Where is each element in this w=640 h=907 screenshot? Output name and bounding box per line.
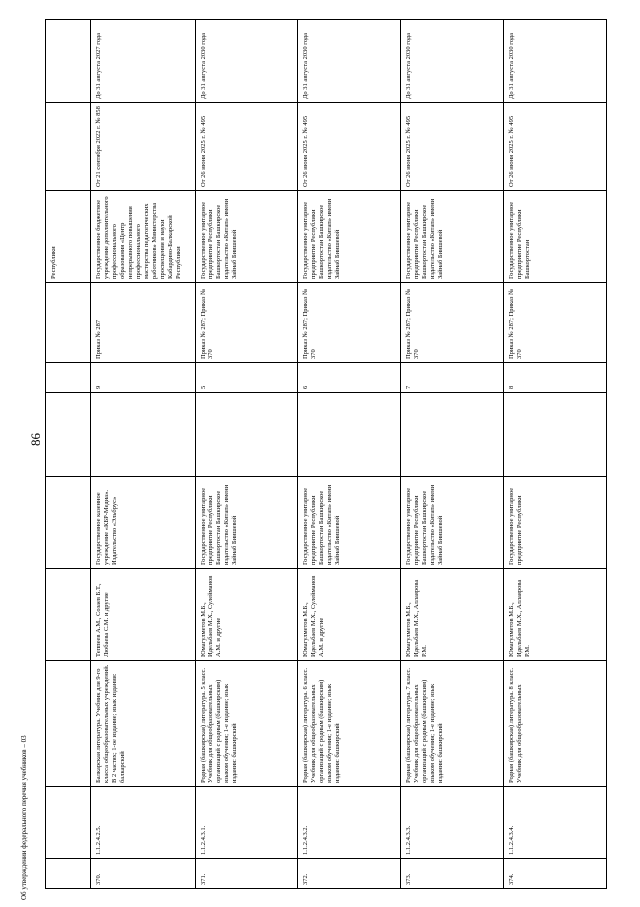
cell-num: 373.: [401, 859, 504, 889]
cell-seq: 9: [91, 363, 195, 393]
cell-seq: 6: [298, 363, 401, 393]
head-cell-region: Республики: [46, 191, 91, 283]
cell-empty: [298, 393, 401, 477]
cell-valid-until: До 31 августа 2027 года: [91, 20, 195, 103]
cell-order: Приказ № 287; Приказ № 370: [195, 283, 298, 363]
cell-exam-date: От 26 июня 2025 г. № 495: [298, 103, 401, 191]
textbook-list-table: [45, 19, 607, 889]
cell-developer: Государственное унитарное предприятие Республики Башкортостан: [504, 191, 607, 283]
cell-code: 1.1.2.4.3.4.: [504, 787, 607, 859]
cell-authors: Юмагулметов М.Б., Идельбаев М.Х., Сулейманов А.М. и другие: [298, 569, 401, 661]
cell-publisher: Государственное унитарное предприятие Республики Башкортостан Башкирское издательство «Китап» имени Зайнаб Биишевой: [401, 477, 504, 569]
cell-order: Приказ № 287; Приказ № 370: [401, 283, 504, 363]
cell-title: Родная (башкирская) литература. 5 класс. Учебник для общеобразовательных организаций с родным (башкирским) языком обучения; 1-е издание; язык издания: башкирский: [195, 661, 298, 787]
table-row: [91, 20, 195, 889]
cell-empty: [91, 393, 195, 477]
cell-publisher: Государственное казенное учреждение «КБР-Медиа». Издательство «Эльбрус»: [91, 477, 195, 569]
head-cell-num: [46, 859, 91, 889]
cell-num: 374.: [504, 859, 607, 889]
table-row: [504, 20, 607, 889]
cell-exam-date: От 26 июня 2025 г. № 495: [401, 103, 504, 191]
page-number: 86: [28, 433, 43, 446]
cell-num: 371.: [195, 859, 298, 889]
head-cell-publisher: [46, 477, 91, 569]
cell-title: Родная (башкирская) литература. 8 класс. Учебник для общеобразовательных: [504, 661, 607, 787]
head-cell-code: [46, 787, 91, 859]
cell-developer: Государственное бюджетное учреждение дополнительного профессионального образования «Центр непрерывного повышения профессионального мастерства педагогических работников» Министерства просвещения и науки Кабардино-Балкарской Республики: [91, 191, 195, 283]
cell-valid-until: До 31 августа 2030 года: [401, 20, 504, 103]
cell-exam-date: От 26 июня 2025 г. № 495: [504, 103, 607, 191]
head-cell-a: [46, 393, 91, 477]
cell-title: Родная (башкирская) литература. 6 класс. Учебник для общеобразовательных организаций с родным (башкирским) языком обучения; 1-е издание; язык издания: башкирский: [298, 661, 401, 787]
table-row: [298, 20, 401, 889]
cell-code: 1.1.2.4.2.5.: [91, 787, 195, 859]
cell-publisher: Государственное унитарное предприятие Республики: [504, 477, 607, 569]
cell-seq: 5: [195, 363, 298, 393]
head-cell-exam: [46, 103, 91, 191]
cell-order: Приказ № 287: [91, 283, 195, 363]
cell-developer: Государственное унитарное предприятие Республики Башкортостан Башкирское издательство «Китап» имени Зайнаб Биишевой: [401, 191, 504, 283]
cell-code: 1.1.2.4.3.2.: [298, 787, 401, 859]
document-footer: Об утверждении федерального перечня учебников – 03: [20, 735, 28, 900]
head-cell-title: [46, 661, 91, 787]
cell-developer: Государственное унитарное предприятие Республики Башкортостан Башкирское издательство «Китап» имени Зайнаб Биишевой: [298, 191, 401, 283]
head-cell-authors: [46, 569, 91, 661]
table-row-continuation: [46, 20, 91, 889]
cell-developer: Государственное унитарное предприятие Республики Башкортостан Башкирское издательство «Китап» имени Зайнаб Биишевой: [195, 191, 298, 283]
table-row: [195, 20, 298, 889]
cell-publisher: Государственное унитарное предприятие Республики Башкортостан Башкирское издательство «Китап» имени Зайнаб Биишевой: [298, 477, 401, 569]
cell-exam-date: От 26 июня 2025 г. № 495: [195, 103, 298, 191]
cell-empty: [504, 393, 607, 477]
cell-valid-until: До 31 августа 2030 года: [195, 20, 298, 103]
cell-code: 1.1.2.4.3.1.: [195, 787, 298, 859]
cell-seq: 8: [504, 363, 607, 393]
cell-authors: Юмагулметов М.Б., Идельбаев М.Х., Сулейманов А.М. и другие: [195, 569, 298, 661]
cell-empty: [195, 393, 298, 477]
cell-num: 370.: [91, 859, 195, 889]
head-cell-seq: [46, 363, 91, 393]
cell-title: Балкарская литература. Учебник для 9-го класса общеобразовательных учреждений. В 2 частях; 1-ое издание; язык издания: балкарский: [91, 661, 195, 787]
cell-valid-until: До 31 августа 2030 года: [298, 20, 401, 103]
cell-exam-date: От 21 сентября 2022 г. № 858: [91, 103, 195, 191]
cell-valid-until: До 31 августа 2030 года: [504, 20, 607, 103]
document-table-container: [45, 20, 607, 889]
cell-title: Родная (башкирская) литература. 7 класс. Учебник для общеобразовательных организаций с родным (башкирским) языком обучения; 1-е издание; язык издания: башкирский: [401, 661, 504, 787]
cell-authors: Теппеев А.М., Созаев Б.Т., Любаева С.М. и другие: [91, 569, 195, 661]
cell-seq: 7: [401, 363, 504, 393]
table-row: [401, 20, 504, 889]
cell-order: Приказ № 287; Приказ № 370: [504, 283, 607, 363]
cell-order: Приказ № 287; Приказ № 370: [298, 283, 401, 363]
cell-authors: Юмагулметов М.Б., Идельбаев М.Х., Аллаярова Р.М.: [504, 569, 607, 661]
cell-empty: [401, 393, 504, 477]
head-cell-order: [46, 283, 91, 363]
cell-code: 1.1.2.4.3.3.: [401, 787, 504, 859]
cell-publisher: Государственное унитарное предприятие Республики Башкортостан Башкирское издательство «Китап» имени Зайнаб Биишевой: [195, 477, 298, 569]
cell-authors: Юмагулметов М.Б., Идельбаев М.Х., Аллаярова Р.М.: [401, 569, 504, 661]
cell-num: 372.: [298, 859, 401, 889]
head-cell-valid: [46, 20, 91, 103]
